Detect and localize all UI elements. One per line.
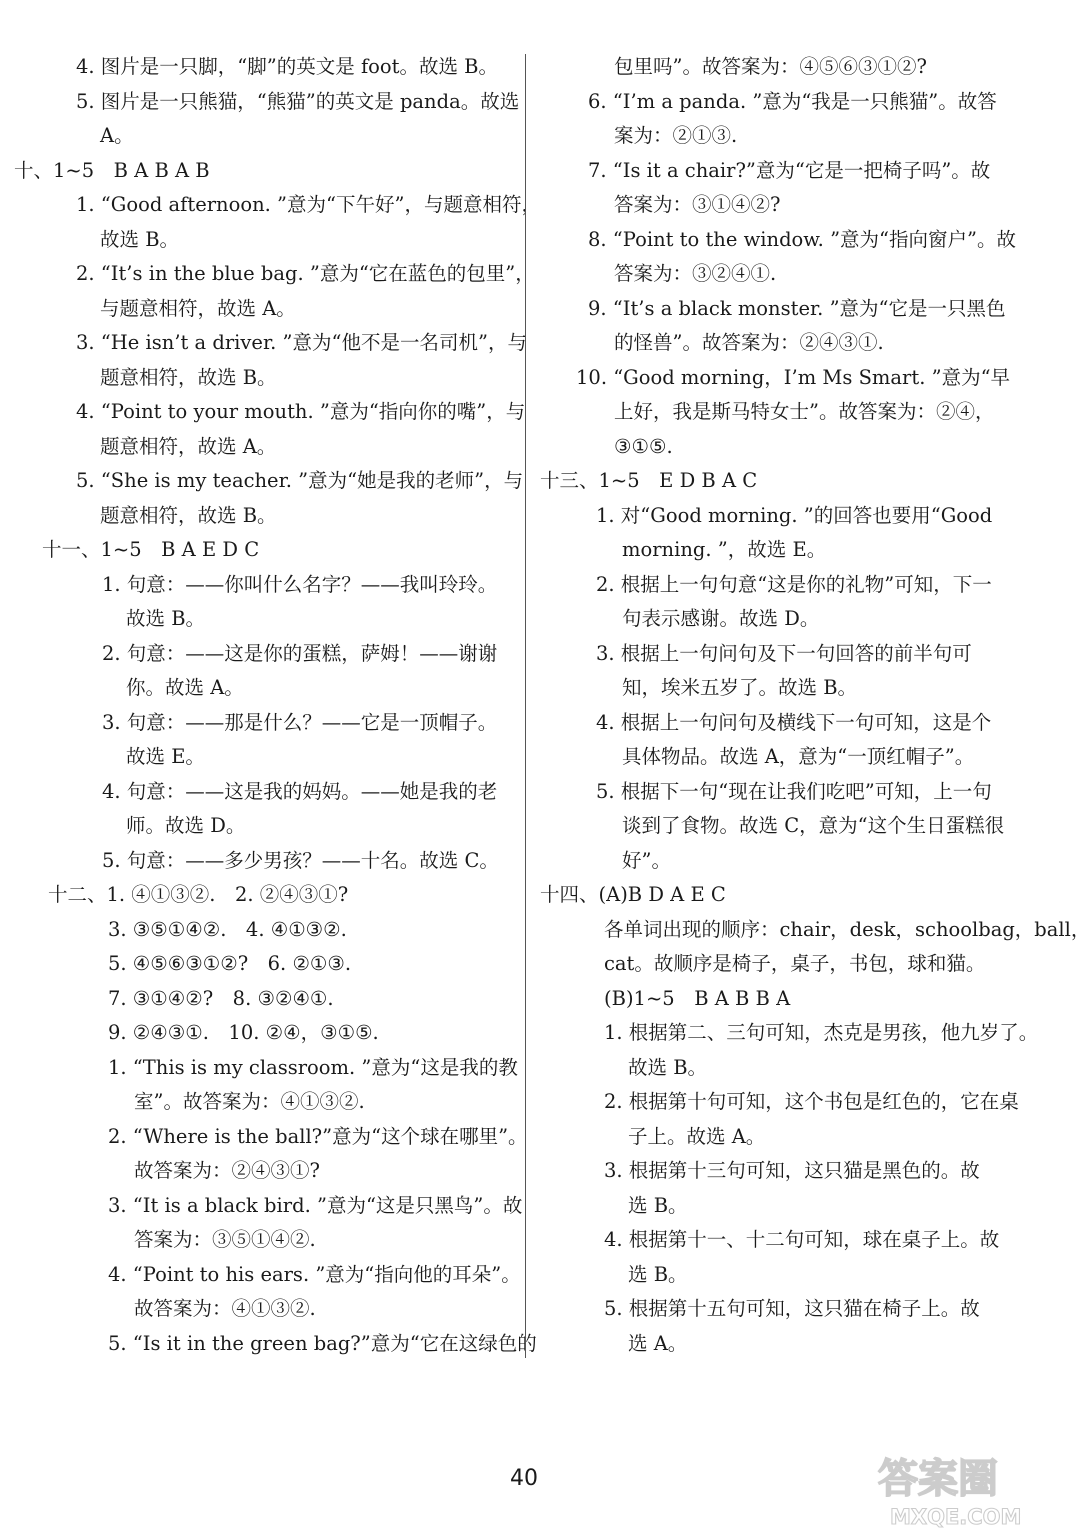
text-line: 3. “It is a black bird. ”意为“这是只黑鸟”。故	[108, 1193, 523, 1217]
text-line: 4. 图片是一只脚，“脚”的英文是 foot。故选 B。	[76, 55, 499, 78]
text-line: 题意相符，故选 B。	[100, 365, 277, 389]
text-line: 故答案为：②④③①?	[134, 1159, 320, 1182]
text-line: 2. “It’s in the blue bag. ”意为“它在蓝色的包里”，	[76, 262, 535, 285]
text-line: 5. 图片是一只熊猫，“熊猫”的英文是 panda。故选	[76, 89, 520, 113]
text-line: 10. “Good morning，I’m Ms Smart. ”意为“早	[576, 365, 1011, 389]
text-line: 包里吗”。故答案为：④⑤⑥③①②?	[614, 55, 927, 78]
text-line: 谈到了食物。故选 C，意为“这个生日蛋糕很	[622, 814, 1005, 837]
text-line: 3. 句意：——那是什么？——它是一顶帽子。	[102, 710, 498, 734]
text-line: 选 B。	[628, 1193, 688, 1217]
text-line: 7. “Is it a chair?”意为“它是一把椅子吗”。故	[588, 158, 991, 182]
text-line: 5. 句意：——多少男孩？——十名。故选 C。	[102, 848, 499, 872]
text-line: 答案为：③①④②?	[614, 193, 781, 216]
text-line: 故选 B。	[628, 1055, 708, 1079]
text-line: 4. 句意：——这是我的妈妈。——她是我的老	[102, 779, 498, 803]
text-line: 4. “Point to your mouth. ”意为“指向你的嘴”，与	[76, 400, 526, 423]
text-line: 1. 对“Good morning. ”的回答也要用“Good	[596, 503, 993, 527]
text-line: 1. 根据第二、三句可知，杰克是男孩，他九岁了。	[604, 1021, 1039, 1044]
text-line: 3. “He isn’t a driver. ”意为“他不是一名司机”，与	[76, 331, 527, 354]
text-line: cat。故顺序是椅子，桌子，书包，球和猫。	[604, 952, 986, 975]
text-line: 具体物品。故选 A，意为“一顶红帽子”。	[622, 745, 975, 768]
text-line: ③①⑤.	[614, 434, 673, 458]
text-line: 各单词出现的顺序：chair，desk，schoolbag，ball，	[604, 917, 1090, 941]
text-line: 与题意相符，故选 A。	[100, 296, 296, 320]
svg-text:MXQE.COM: MXQE.COM	[890, 1505, 1022, 1529]
text-line: 十、1~5 B A B A B	[14, 158, 210, 182]
text-line: 4. “Point to his ears. ”意为“指向他的耳朵”。	[108, 1262, 521, 1286]
text-line: 1. “This is my classroom. ”意为“这是我的教	[108, 1055, 518, 1079]
watermark-graphic	[872, 1446, 1037, 1530]
text-line: 的怪兽”。故答案为：②④③①.	[614, 331, 884, 354]
text-line: 9. “It’s a black monster. ”意为“它是一只黑色	[588, 296, 1006, 320]
watermark-logo	[872, 1446, 1037, 1530]
text-line: 选 B。	[628, 1262, 688, 1286]
column-divider	[525, 54, 526, 1358]
text-line: 3. 根据第十三句可知，这只猫是黑色的。故	[604, 1159, 980, 1182]
right-column	[540, 50, 1090, 1361]
text-line: 5. “She is my teacher. ”意为“她是我的老师”，与	[76, 469, 524, 492]
text-line: 案为：②①③.	[614, 124, 738, 147]
text-line: 好”。	[622, 848, 671, 872]
text-line: 5. “Is it in the green bag?”意为“它在这绿色的	[108, 1331, 537, 1355]
text-line: 你。故选 A。	[126, 676, 244, 699]
page-number: 40	[510, 1466, 538, 1491]
text-line: A。	[100, 124, 134, 147]
text-line: 室”。故答案为：④①③②.	[134, 1090, 365, 1113]
text-line: 故选 E。	[126, 745, 205, 768]
text-line: 句表示感谢。故选 D。	[622, 607, 820, 630]
text-line: 5. 根据下一句“现在让我们吃吧”可知，上一句	[596, 779, 992, 803]
text-line: (B)1~5 B A B B A	[604, 986, 791, 1010]
text-line: 8. “Point to the window. ”意为“指向窗户”。故	[588, 227, 1016, 251]
text-line: 题意相符，故选 B。	[100, 503, 277, 527]
text-line: 答案为：③⑤①④②.	[134, 1228, 316, 1251]
text-line: 1. “Good afternoon. ”意为“下午好”，与题意相符，	[76, 193, 541, 216]
text-line: morning. ”，故选 E。	[622, 538, 827, 561]
text-line: 故选 B。	[100, 227, 180, 251]
text-line: 2. “Where is the ball?”意为“这个球在哪里”。	[108, 1124, 528, 1148]
text-line: 答案为：③②④①.	[614, 262, 777, 285]
text-line: 2. 根据上一句句意“这是你的礼物”可知，下一	[596, 572, 992, 596]
text-line: 知，埃米五岁了。故选 B。	[622, 676, 858, 699]
text-line: 2. 根据第十句可知，这个书包是红色的，它在桌	[604, 1090, 1019, 1113]
text-line: 十四、(A)B D A E C	[540, 883, 726, 906]
text-line: 4. 根据第十一、十二句可知，球在桌子上。故	[604, 1228, 1000, 1251]
text-line: 5. ④⑤⑥③①②? 6. ②①③.	[108, 952, 352, 975]
text-line: 1. 句意：——你叫什么名字？——我叫玲玲。	[102, 572, 498, 596]
text-line: 故答案为：④①③②.	[134, 1297, 316, 1320]
text-line: 十二、1. ④①③②. 2. ②④③①?	[48, 883, 349, 906]
text-line: 故选 B。	[126, 607, 206, 630]
svg-text:答案圈: 答案圈	[878, 1456, 998, 1502]
text-line: 十三、1~5 E D B A C	[540, 469, 758, 492]
text-line: 3. ③⑤①④②. 4. ④①③②.	[108, 917, 347, 941]
text-line: 2. 句意：——这是你的蛋糕，萨姆！——谢谢	[102, 641, 498, 665]
text-line: 9. ②④③①. 10. ②④，③①⑤.	[108, 1021, 379, 1044]
text-line: 3. 根据上一句问句及下一句回答的前半句可	[596, 641, 972, 665]
text-line: 4. 根据上一句问句及横线下一句可知，这是个	[596, 710, 992, 734]
text-line: 7. ③①④②? 8. ③②④①.	[108, 986, 334, 1010]
text-line: 选 A。	[628, 1331, 688, 1355]
text-line: 题意相符，故选 A。	[100, 434, 277, 458]
text-line: 5. 根据第十五句可知，这只猫在椅子上。故	[604, 1297, 980, 1320]
text-line: 十一、1~5 B A E D C	[42, 538, 260, 561]
left-column	[14, 50, 541, 1361]
text-line: 6. “I’m a panda. ”意为“我是一只熊猫”。故答	[588, 89, 997, 113]
text-line: 师。故选 D。	[126, 814, 246, 837]
text-line: 上好，我是斯马特女士”。故答案为：②④，	[614, 400, 995, 423]
text-line: 子上。故选 A。	[628, 1124, 766, 1148]
